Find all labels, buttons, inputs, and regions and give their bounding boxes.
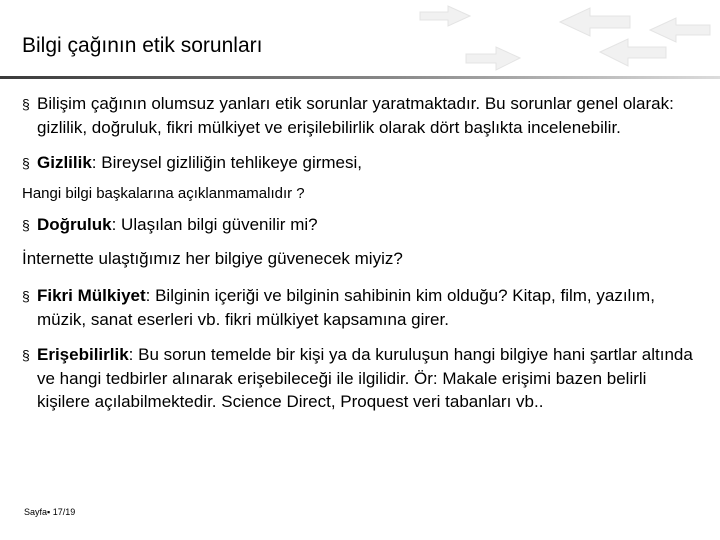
note-gizlilik: Hangi bilgi başkalarına açıklanmamalıdır ? <box>22 185 305 202</box>
bullet-square-icon: § <box>22 217 30 233</box>
page-number: Sayfa▪ 17/19 <box>24 507 76 517</box>
bullet-fikri-text: : Bilginin içeriği ve bilginin sahibinin kim olduğu? Kitap, film, yazılım, müzik, sanat eserleri vb. fikri mülkiyet kapsamına girer. <box>37 286 655 329</box>
bullet-gizlilik <box>22 151 694 175</box>
bullet-intro <box>22 92 694 139</box>
bullet-square-icon: § <box>22 347 30 363</box>
bullet-intro-text: Bilişim çağının olumsuz yanları etik sorunlar yaratmaktadır. Bu sorunlar genel olarak: gizlilik, doğruluk, fikri mülkiyet ve erişilebilirlik olarak dört başlıkta incelenebilir. <box>37 94 674 137</box>
term-gizlilik: Gizlilik <box>37 153 92 172</box>
bullet-square-icon: § <box>22 155 30 171</box>
term-erisebilirlik: Erişebilirlik <box>37 345 129 364</box>
bullet-fikri-mulkiyet <box>22 284 694 331</box>
term-fikri-mulkiyet: Fikri Mülkiyet <box>37 286 146 305</box>
bullet-erisebilirlik-text: : Bu sorun temelde bir kişi ya da kuruluşun hangi bilgiye hani şartlar altında ve hangi tedbirler alınarak erişebileceği ile ilgilidir. Ör: Makale erişimi bazen belirli kişilere açılabilmektedir. Science Direct, Proquest veri tabanları vb.. <box>37 345 693 411</box>
bullet-gizlilik-text: : Bireysel gizliliğin tehlikeye girmesi, <box>91 153 363 172</box>
bullet-square-icon: § <box>22 288 30 304</box>
bullet-dogruluk-text: : Ulaşılan bilgi güvenilir mi? <box>111 215 318 234</box>
term-dogruluk: Doğruluk <box>37 215 112 234</box>
note-dogruluk: İnternette ulaştığımız her bilgiye güvenecek miyiz? <box>22 249 403 268</box>
bullet-erisebilirlik <box>22 343 694 413</box>
bullet-square-icon: § <box>22 96 30 112</box>
title-divider <box>0 76 720 79</box>
slide-title: Bilgi çağının etik sorunları <box>22 34 263 57</box>
bullet-dogruluk <box>22 213 694 237</box>
slide-content <box>22 92 694 413</box>
